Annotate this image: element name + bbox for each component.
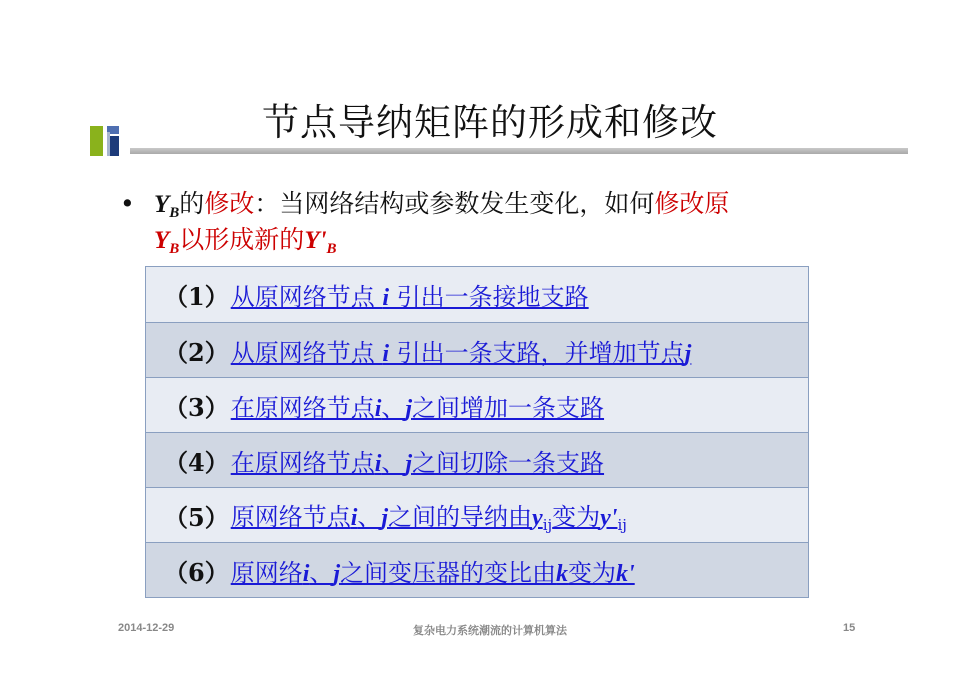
slide-title: 节点导纳矩阵的形成和修改 — [262, 101, 718, 144]
title-underline — [130, 148, 908, 154]
case-link-5[interactable]: 原网络节点i、j之间的导纳由$y_{ij}$变为$y'_{ij}$ — [230, 502, 627, 534]
case-row-2: （2） 从原网络节点 i 引出一条支路，并增加节点j — [146, 322, 808, 377]
case-link-6[interactable]: 原网络i、j之间变压器的变比由k变为k' — [230, 558, 635, 587]
footer-date: 2014-12-29 — [118, 622, 175, 634]
footer-page-number: 15 — [843, 622, 856, 634]
bullet-line-1: $Y_B$的修改：当网络结构或参数发生变化，如何修改原 — [154, 189, 730, 221]
case-link-3[interactable]: 在原网络节点i、j之间增加一条支路 — [230, 393, 605, 422]
case-row-1: （1） 从原网络节点 i 引出一条接地支路 — [146, 267, 808, 322]
footer-course: 复杂电力系统潮流的计算机算法 — [413, 625, 567, 637]
bullet-icon: • — [120, 189, 135, 218]
case-row-3: （3） 在原网络节点i、j之间增加一条支路 — [146, 377, 808, 432]
case-row-5: （5） 原网络节点i、j之间的导纳由$y_{ij}$变为$y'_{ij}$ — [146, 487, 808, 542]
case-link-1[interactable]: 从原网络节点 i 引出一条接地支路 — [230, 283, 589, 311]
case-link-4[interactable]: 在原网络节点i、j之间切除一条支路 — [230, 448, 605, 477]
title-decoration-icon — [90, 126, 130, 156]
case-link-2[interactable]: 从原网络节点 i 引出一条支路，并增加节点j — [230, 338, 692, 367]
bullet-line-2: $Y_B$以形成新的$Y'_B$ — [154, 225, 337, 257]
case-row-6: （6） 原网络i、j之间变压器的变比由k变为k' — [146, 542, 808, 597]
case-row-4: （4） 在原网络节点i、j之间切除一条支路 — [146, 432, 808, 487]
cases-table — [145, 266, 809, 598]
